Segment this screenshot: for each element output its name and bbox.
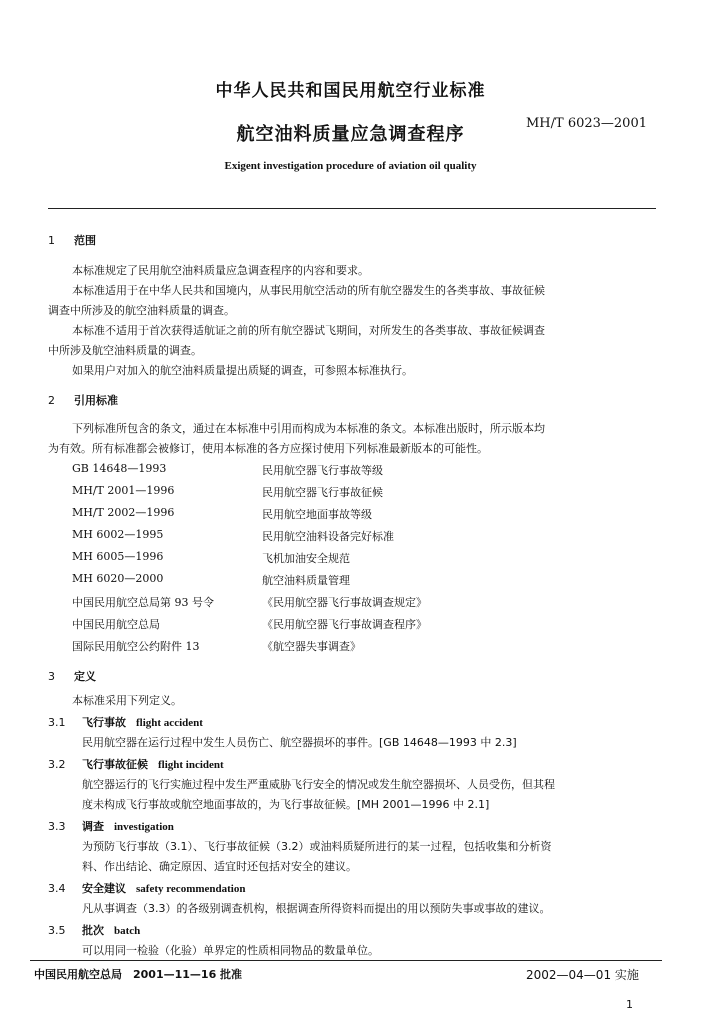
section-3-heading: 3 定义 — [48, 670, 96, 683]
implementation-date: 2002—04—01 实施 — [526, 968, 639, 982]
section-1-paragraph-4: 如果用户对加入的航空油料质量提出质疑的调查，可参照本标准执行。 — [72, 364, 413, 377]
reference-title: 《航空器失事调查》 — [262, 640, 361, 653]
reference-title: 民用航空器飞行事故等级 — [262, 464, 383, 477]
reference-title: 民用航空器飞行事故征候 — [262, 486, 383, 499]
approval-date: 中国民用航空总局 2001—11—16 批准 — [34, 968, 243, 981]
reference-code: 中国民用航空总局第 93 号令 — [72, 596, 214, 609]
section-1-paragraph-2-line-2: 调查中所涉及的航空油料质量的调查。 — [48, 304, 235, 317]
term-definition: 度未构成飞行事故或航空地面事故的，为飞行事故征候。[MH 2001—1996 中 2.1] — [82, 798, 490, 811]
reference-code: MH 6020—2000 — [72, 572, 164, 585]
term-heading: 3.3 调查 investigation — [48, 820, 174, 833]
section-2-paragraph-line-1: 下列标准所包含的条文，通过在本标准中引用而构成为本标准的条文。本标准出版时，所示版本均 — [72, 422, 545, 435]
header-divider — [48, 208, 656, 209]
section-1-heading: 1 范围 — [48, 234, 96, 247]
issuing-body-heading: 中华人民共和国民用航空行业标准 — [215, 81, 486, 101]
term-definition: 民用航空器在运行过程中发生人员伤亡、航空器损坏的事件。[GB 14648—1993 中 2.3] — [82, 736, 517, 749]
standard-number: MH/T 6023—2001 — [526, 116, 647, 131]
section-2-paragraph-line-2: 为有效。所有标准都会被修订，使用本标准的各方应探讨使用下列标准最新版本的可能性。 — [48, 442, 488, 455]
term-definition: 可以用同一检验（化验）单界定的性质相同物品的数量单位。 — [82, 944, 379, 957]
term-heading: 3.4 安全建议 safety recommendation — [48, 882, 246, 895]
term-definition: 航空器运行的飞行实施过程中发生严重威胁飞行安全的情况或发生航空器损坏、人员受伤，但其程 — [82, 778, 555, 791]
term-definition: 凡从事调查（3.3）的各级别调查机构，根据调查所得资料而提出的用以预防失事或事故的建议。 — [82, 902, 551, 915]
reference-title: 民用航空油料设备完好标准 — [262, 530, 394, 543]
footer-divider — [30, 960, 662, 961]
term-definition: 为预防飞行事故（3.1）、飞行事故征候（3.2）或油料质疑所进行的某一过程，包括收集和分析资 — [82, 840, 552, 853]
term-heading: 3.1 飞行事故 flight accident — [48, 716, 203, 729]
section-1-paragraph-2-line-1: 本标准适用于在中华人民共和国境内，从事民用航空活动的所有航空器发生的各类事故、事故征候 — [72, 284, 545, 297]
reference-title: 民用航空地面事故等级 — [262, 508, 372, 521]
section-2-heading: 2 引用标准 — [48, 394, 118, 407]
reference-code: MH/T 2001—1996 — [72, 484, 175, 497]
section-1-paragraph-1: 本标准规定了民用航空油料质量应急调查程序的内容和要求。 — [72, 264, 369, 277]
page-number: 1 — [626, 998, 633, 1011]
term-heading: 3.5 批次 batch — [48, 924, 141, 937]
reference-code: 国际民用航空公约附件 13 — [72, 640, 200, 653]
reference-code: MH/T 2002—1996 — [72, 506, 175, 519]
english-title: Exigent investigation procedure of aviation oil quality — [224, 160, 477, 172]
section-3-intro: 本标准采用下列定义。 — [72, 694, 182, 707]
reference-code: 中国民用航空总局 — [72, 618, 160, 631]
reference-title: 航空油料质量管理 — [262, 574, 350, 587]
reference-code: MH 6005—1996 — [72, 550, 164, 563]
document-title: 航空油料质量应急调查程序 — [236, 124, 465, 145]
section-1-paragraph-3-line-2: 中所涉及航空油料质量的调查。 — [48, 344, 202, 357]
section-1-paragraph-3-line-1: 本标准不适用于首次获得适航证之前的所有航空器试飞期间，对所发生的各类事故、事故征候调查 — [72, 324, 545, 337]
reference-title: 《民用航空器飞行事故调查程序》 — [262, 618, 427, 631]
reference-title: 《民用航空器飞行事故调查规定》 — [262, 596, 427, 609]
term-definition: 料、作出结论、确定原因、适宜时还包括对安全的建议。 — [82, 860, 357, 873]
reference-title: 飞机加油安全规范 — [262, 552, 350, 565]
reference-code: MH 6002—1995 — [72, 528, 164, 541]
reference-code: GB 14648—1993 — [72, 462, 167, 475]
term-heading: 3.2 飞行事故征候 flight incident — [48, 758, 224, 771]
